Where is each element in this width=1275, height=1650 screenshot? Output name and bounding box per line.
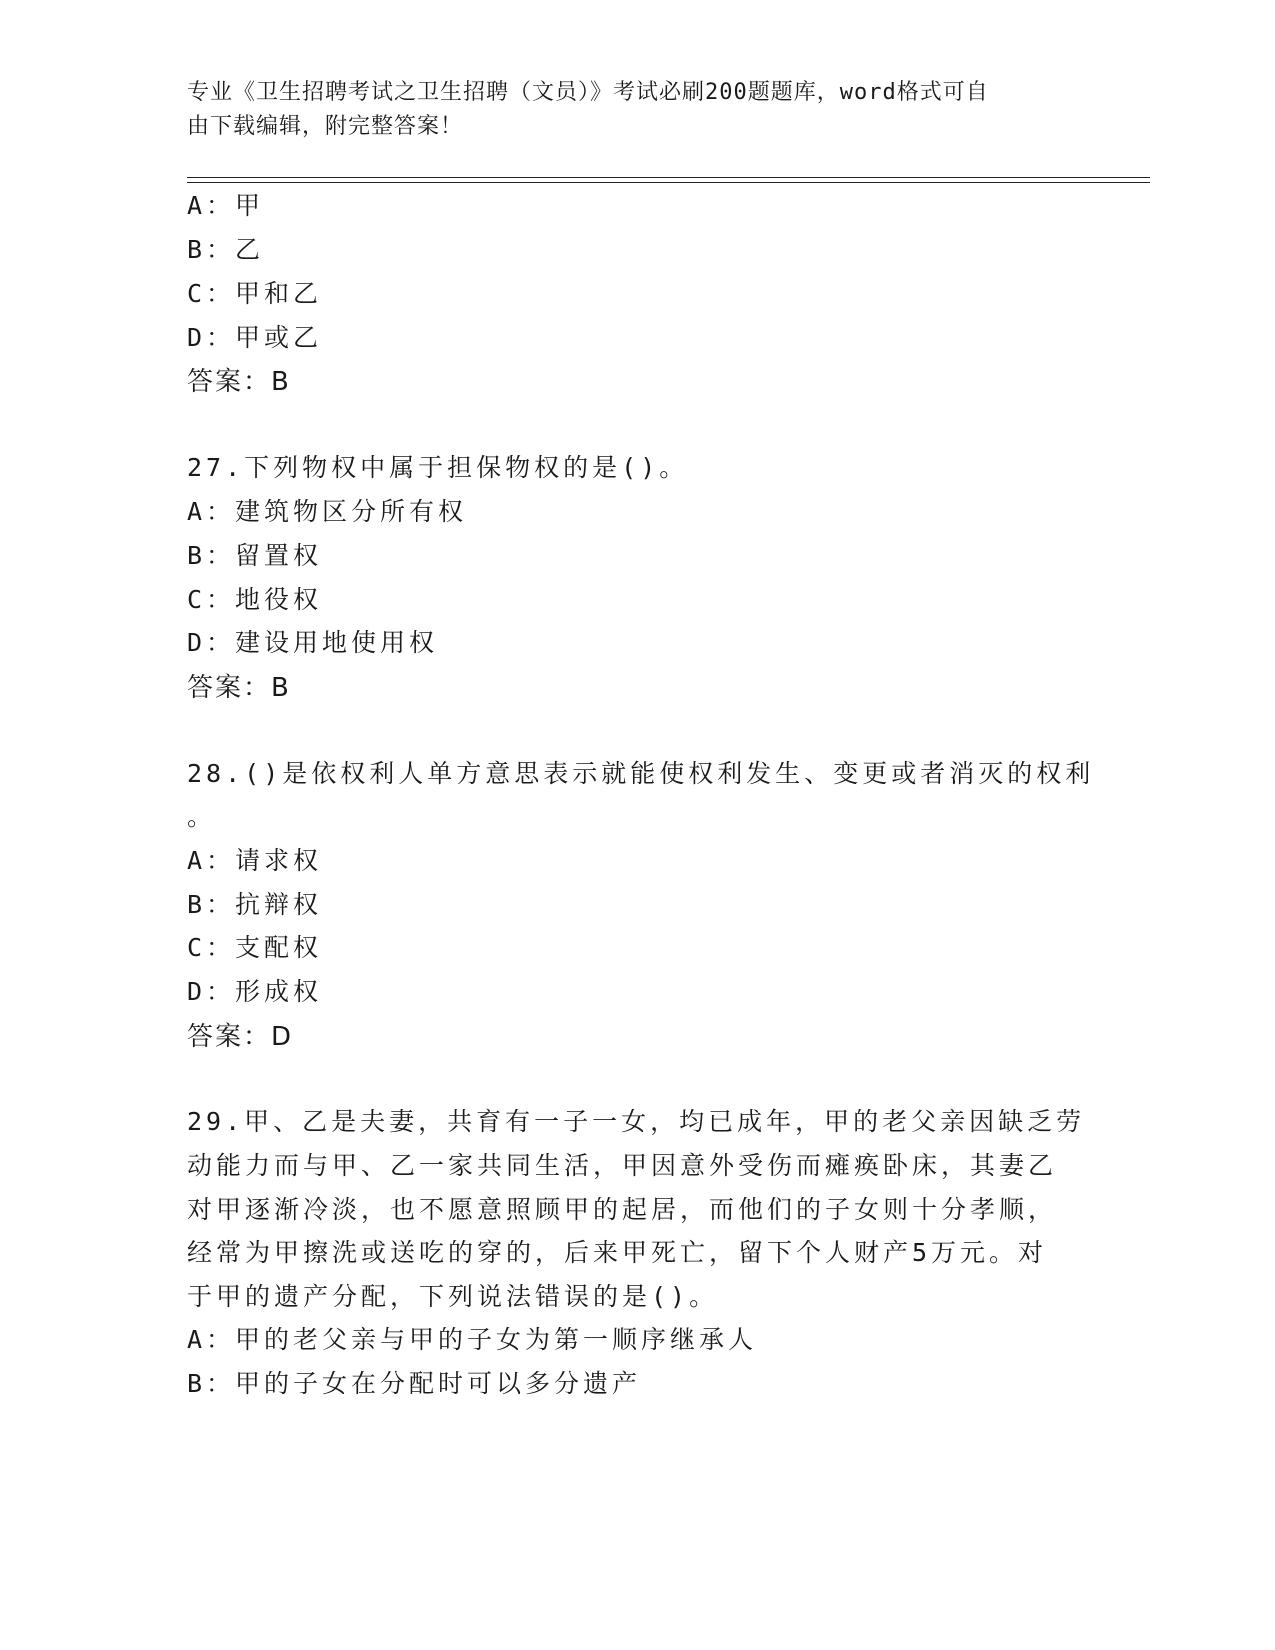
q26-option-c: C：甲和乙 bbox=[187, 279, 323, 308]
q29-question-line-3: 对甲逐渐冷淡，也不愿意照顾甲的起居，而他们的子女则十分孝顺， bbox=[187, 1195, 1058, 1224]
q28-option-c: C：支配权 bbox=[187, 933, 323, 962]
q28-question-line-2: 。 bbox=[187, 802, 217, 831]
document-header bbox=[187, 76, 1067, 144]
q26-answer: 答案：B bbox=[187, 367, 291, 397]
q29-option-b: B：甲的子女在分配时可以多分遗产 bbox=[187, 1369, 642, 1398]
q27-option-a: A：建筑物区分所有权 bbox=[187, 497, 468, 526]
header-divider-top bbox=[187, 177, 1150, 178]
q28-option-a: A：请求权 bbox=[187, 846, 323, 875]
q29-question-line-5: 于甲的遗产分配，下列说法错误的是()。 bbox=[187, 1282, 719, 1311]
q27-option-c: C：地役权 bbox=[187, 585, 323, 614]
q29-question-line-1: 29.甲、乙是夫妻，共育有一子一女，均已成年，甲的老父亲因缺乏劳 bbox=[187, 1107, 1086, 1136]
q28-option-b: B：抗辩权 bbox=[187, 890, 323, 919]
q27-option-b: B：留置权 bbox=[187, 541, 323, 570]
q27-question: 27.下列物权中属于担保物权的是()。 bbox=[187, 453, 689, 482]
q27-answer: 答案：B bbox=[187, 673, 291, 703]
q29-question-line-2: 动能力而与甲、乙一家共同生活，甲因意外受伤而瘫痪卧床，其妻乙 bbox=[187, 1151, 1058, 1180]
q28-answer: 答案：D bbox=[187, 1022, 294, 1052]
q26-option-b: B：乙 bbox=[187, 235, 265, 264]
q26-option-d: D：甲或乙 bbox=[187, 323, 323, 352]
header-line-1: 专业《卫生招聘考试之卫生招聘（文员）》考试必刷200题题库，word格式可自 bbox=[187, 80, 989, 105]
header-divider-bottom bbox=[187, 182, 1150, 183]
q28-question-line-1: 28.()是依权利人单方意思表示就能使权利发生、变更或者消灭的权利 bbox=[187, 759, 1095, 788]
q27-option-d: D：建设用地使用权 bbox=[187, 628, 439, 657]
q28-option-d: D：形成权 bbox=[187, 977, 323, 1006]
q29-option-a: A：甲的老父亲与甲的子女为第一顺序继承人 bbox=[187, 1325, 758, 1354]
header-line-2: 由下载编辑，附完整答案！ bbox=[187, 114, 464, 139]
q26-option-a: A：甲 bbox=[187, 191, 265, 220]
q29-question-line-4: 经常为甲擦洗或送吃的穿的，后来甲死亡，留下个人财产5万元。对 bbox=[187, 1238, 1048, 1267]
